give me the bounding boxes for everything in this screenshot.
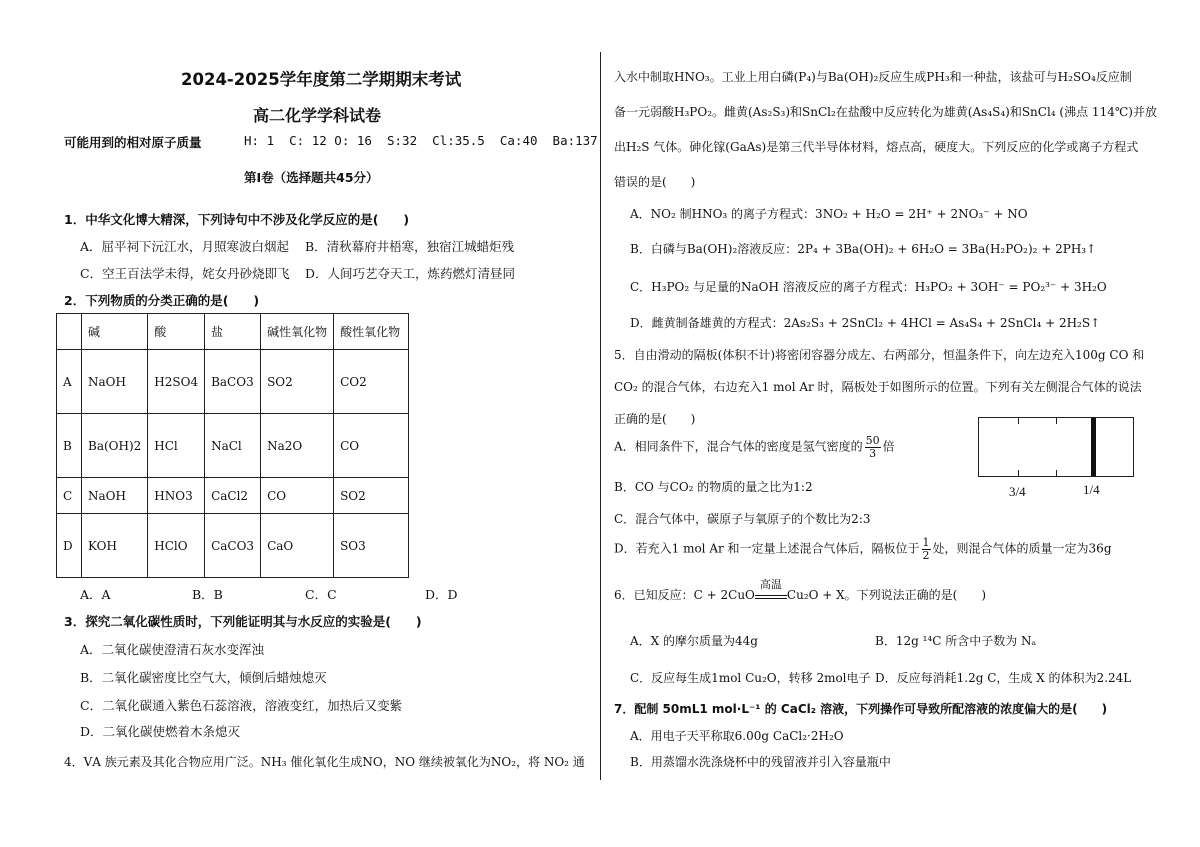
table-header-cell: 酸 <box>148 314 205 350</box>
q5-option-d-text: D．若充入1 mol Ar 和一定量上述混合气体后，隔板位于 <box>614 541 920 556</box>
q4-option-a: A．NO₂ 制HNO₃ 的离子方程式：3NO₂ + H₂O = 2H⁺ + 2NO₃⁻ + NO <box>630 207 1028 221</box>
q3-stem: 3．探究二氧化碳性质时，下列能证明其与水反应的实验是( ) <box>64 614 422 629</box>
figure-right-label: 1/4 <box>1083 482 1100 497</box>
q4-stem-line2: 入水中制取HNO₃。工业上用白磷(P₄)与Ba(OH)₂反应生成PH₃和一种盐，该盐可与H₂SO₄反应制 <box>614 70 1132 84</box>
q5-stem-line3: 正确的是( ) <box>614 412 696 426</box>
container-figure <box>978 417 1134 477</box>
atomic-mass-values: H: 1 C: 12 O: 16 S:32 Cl:35.5 Ca:40 Ba:137 <box>244 133 598 148</box>
q5-option-b: B．CO 与CO₂ 的物质的量之比为1:2 <box>614 480 813 494</box>
table-cell: D <box>57 514 82 578</box>
equals-sign <box>755 595 787 599</box>
q3-option-d: D．二氧化碳使燃着木条熄灭 <box>80 724 241 739</box>
table-cell: HClO <box>148 514 205 578</box>
q5-option-d <box>614 537 1112 561</box>
table-cell: NaCl <box>205 414 261 478</box>
table-cell: A <box>57 350 82 414</box>
table-header-cell: 盐 <box>205 314 261 350</box>
tick-mark <box>1056 418 1057 424</box>
q5-option-a <box>614 435 895 459</box>
q1-option-c: C．空王百法学未得，姹女丹砂烧即飞 <box>80 266 290 281</box>
q7-option-a: A．用电子天平称取6.00g CaCl₂·2H₂O <box>630 729 844 743</box>
reaction-condition: 高温 <box>759 578 782 591</box>
tick-mark <box>1018 470 1019 476</box>
classification-table <box>56 313 409 578</box>
q6-stem <box>614 578 987 603</box>
table-row <box>57 478 409 514</box>
q5-option-a-text: A．相同条件下，混合气体的密度是氢气密度的 <box>614 439 863 454</box>
q3-option-b: B．二氧化碳密度比空气大，倾倒后蜡烛熄灭 <box>80 670 327 685</box>
q2-option-c: C．C <box>305 587 337 602</box>
table-cell: KOH <box>82 514 148 578</box>
q3-option-c: C．二氧化碳通入紫色石蕊溶液，溶液变红，加热后又变紫 <box>80 698 403 713</box>
partition-plate <box>1091 418 1096 476</box>
q6-stem-text: 6．已知反应：C + 2CuO <box>614 588 755 602</box>
q4-stem-line4: 出H₂S 气体。砷化镓(GaAs)是第三代半导体材料，熔点高，硬度大。下列反应的化学或离子方程式 <box>614 140 1139 154</box>
column-divider <box>600 52 601 780</box>
figure-left-label: 3/4 <box>1009 484 1026 499</box>
table-header-cell: 碱性氧化物 <box>261 314 334 350</box>
q4-stem-line3: 备一元弱酸H₃PO₂。雌黄(As₂S₃)和SnCl₂在盐酸中反应转化为雄黄(As₄S₄)和SnCl₄ (沸点 114℃)并放 <box>614 105 1157 119</box>
exam-subtitle: 高二化学学科试卷 <box>253 106 382 125</box>
table-header-cell <box>57 314 82 350</box>
q2-option-a: A．A <box>80 587 111 602</box>
fraction <box>922 537 931 561</box>
table-cell: SO3 <box>334 514 409 578</box>
table-cell: H2SO4 <box>148 350 205 414</box>
section-title: 第Ⅰ卷（选择题共45分） <box>244 170 379 185</box>
q5-option-a-suffix: 倍 <box>882 439 895 454</box>
q3-option-a: A．二氧化碳使澄清石灰水变浑浊 <box>80 642 265 657</box>
table-row <box>57 350 409 414</box>
tick-mark <box>1018 418 1019 424</box>
table-cell: BaCO3 <box>205 350 261 414</box>
table-cell: NaOH <box>82 478 148 514</box>
table-header-row <box>57 314 409 350</box>
fraction <box>865 435 881 459</box>
table-cell: CaCl2 <box>205 478 261 514</box>
tick-mark <box>1056 470 1057 476</box>
q6-stem-suffix: Cu₂O + X。下列说法正确的是( ) <box>786 588 987 602</box>
q1-option-a: A．屈平祠下沅江水，月照寒波白烟起 <box>80 239 290 254</box>
q5-option-c: C．混合气体中，碳原子与氧原子的个数比为2:3 <box>614 512 871 526</box>
exam-title: 2024-2025学年度第二学期期末考试 <box>181 70 462 89</box>
q4-option-c: C．H₃PO₂ 与足量的NaOH 溶液反应的离子方程式：H₃PO₂ + 3OH⁻ = PO₂³⁻ + 3H₂O <box>630 280 1107 294</box>
table-cell: Ba(OH)2 <box>82 414 148 478</box>
q4-option-b: B．白磷与Ba(OH)₂溶液反应：2P₄ + 3Ba(OH)₂ + 6H₂O = 3Ba(H₂PO₂)₂ + 2PH₃↑ <box>630 242 1097 256</box>
table-cell: NaOH <box>82 350 148 414</box>
q2-option-d: D．D <box>425 587 458 602</box>
q1-option-d: D．人间巧艺夺天工，炼药燃灯清昼同 <box>305 266 516 281</box>
q6-option-d: D．反应每消耗1.2g C，生成 X 的体积为2.24L <box>875 671 1132 685</box>
table-cell: HNO3 <box>148 478 205 514</box>
table-cell: CaCO3 <box>205 514 261 578</box>
q2-option-b: B．B <box>192 587 223 602</box>
reaction-arrow <box>755 578 787 599</box>
q4-stem-line5: 错误的是( ) <box>614 175 696 189</box>
table-cell: B <box>57 414 82 478</box>
q6-option-b: B．12g ¹⁴C 所含中子数为 Nₐ <box>875 634 1037 648</box>
fraction-numerator: 50 <box>865 434 880 447</box>
q7-option-b: B．用蒸馏水洗涤烧杯中的残留液并引入容量瓶中 <box>630 755 891 769</box>
q6-option-a: A．X 的摩尔质量为44g <box>630 634 758 648</box>
table-cell: CO <box>334 414 409 478</box>
q4-option-d: D．雌黄制备雄黄的方程式：2As₂S₃ + 2SnCl₂ + 4HCl = As₄S₄ + 2SnCl₄ + 2H₂S↑ <box>630 316 1101 330</box>
q5-stem-line2: CO₂ 的混合气体，右边充入1 mol Ar 时，隔板处于如图所示的位置。下列有关左侧混合气体的说法 <box>614 380 1142 394</box>
table-cell: CaO <box>261 514 334 578</box>
table-cell: CO2 <box>334 350 409 414</box>
fraction-numerator: 1 <box>922 536 930 549</box>
q7-stem: 7．配制 50mL1 mol·L⁻¹ 的 CaCl₂ 溶液，下列操作可导致所配溶液的浓度偏大的是( ) <box>614 702 1108 716</box>
table-cell: Na2O <box>261 414 334 478</box>
table-row <box>57 514 409 578</box>
table-header-cell: 酸性氧化物 <box>334 314 409 350</box>
q2-stem: 2．下列物质的分类正确的是( ) <box>64 293 260 308</box>
q4-stem-start: 4．ⅤA 族元素及其化合物应用广泛。NH₃ 催化氧化生成NO，NO 继续被氧化为NO₂，将 NO₂ 通 <box>64 755 585 769</box>
q1-stem: 1．中华文化博大精深，下列诗句中不涉及化学反应的是( ) <box>64 212 410 227</box>
fraction-denominator: 2 <box>922 548 930 562</box>
table-cell: CO <box>261 478 334 514</box>
table-cell: HCl <box>148 414 205 478</box>
fraction-denominator: 3 <box>869 446 877 460</box>
q1-option-b: B．清秋幕府井梧寒，独宿江城蜡炬残 <box>305 239 515 254</box>
q5-stem-line1: 5．自由滑动的隔板(体积不计)将密闭容器分成左、右两部分，恒温条件下，向左边充入100g CO 和 <box>614 348 1145 362</box>
table-row <box>57 414 409 478</box>
table-cell: SO2 <box>261 350 334 414</box>
table-header-cell: 碱 <box>82 314 148 350</box>
atomic-mass-label: 可能用到的相对原子质量 <box>64 135 202 150</box>
table-cell: SO2 <box>334 478 409 514</box>
table-cell: C <box>57 478 82 514</box>
q6-option-c: C．反应每生成1mol Cu₂O，转移 2mol电子 <box>630 671 871 685</box>
q5-option-d-suffix: 处，则混合气体的质量一定为36g <box>932 541 1112 556</box>
